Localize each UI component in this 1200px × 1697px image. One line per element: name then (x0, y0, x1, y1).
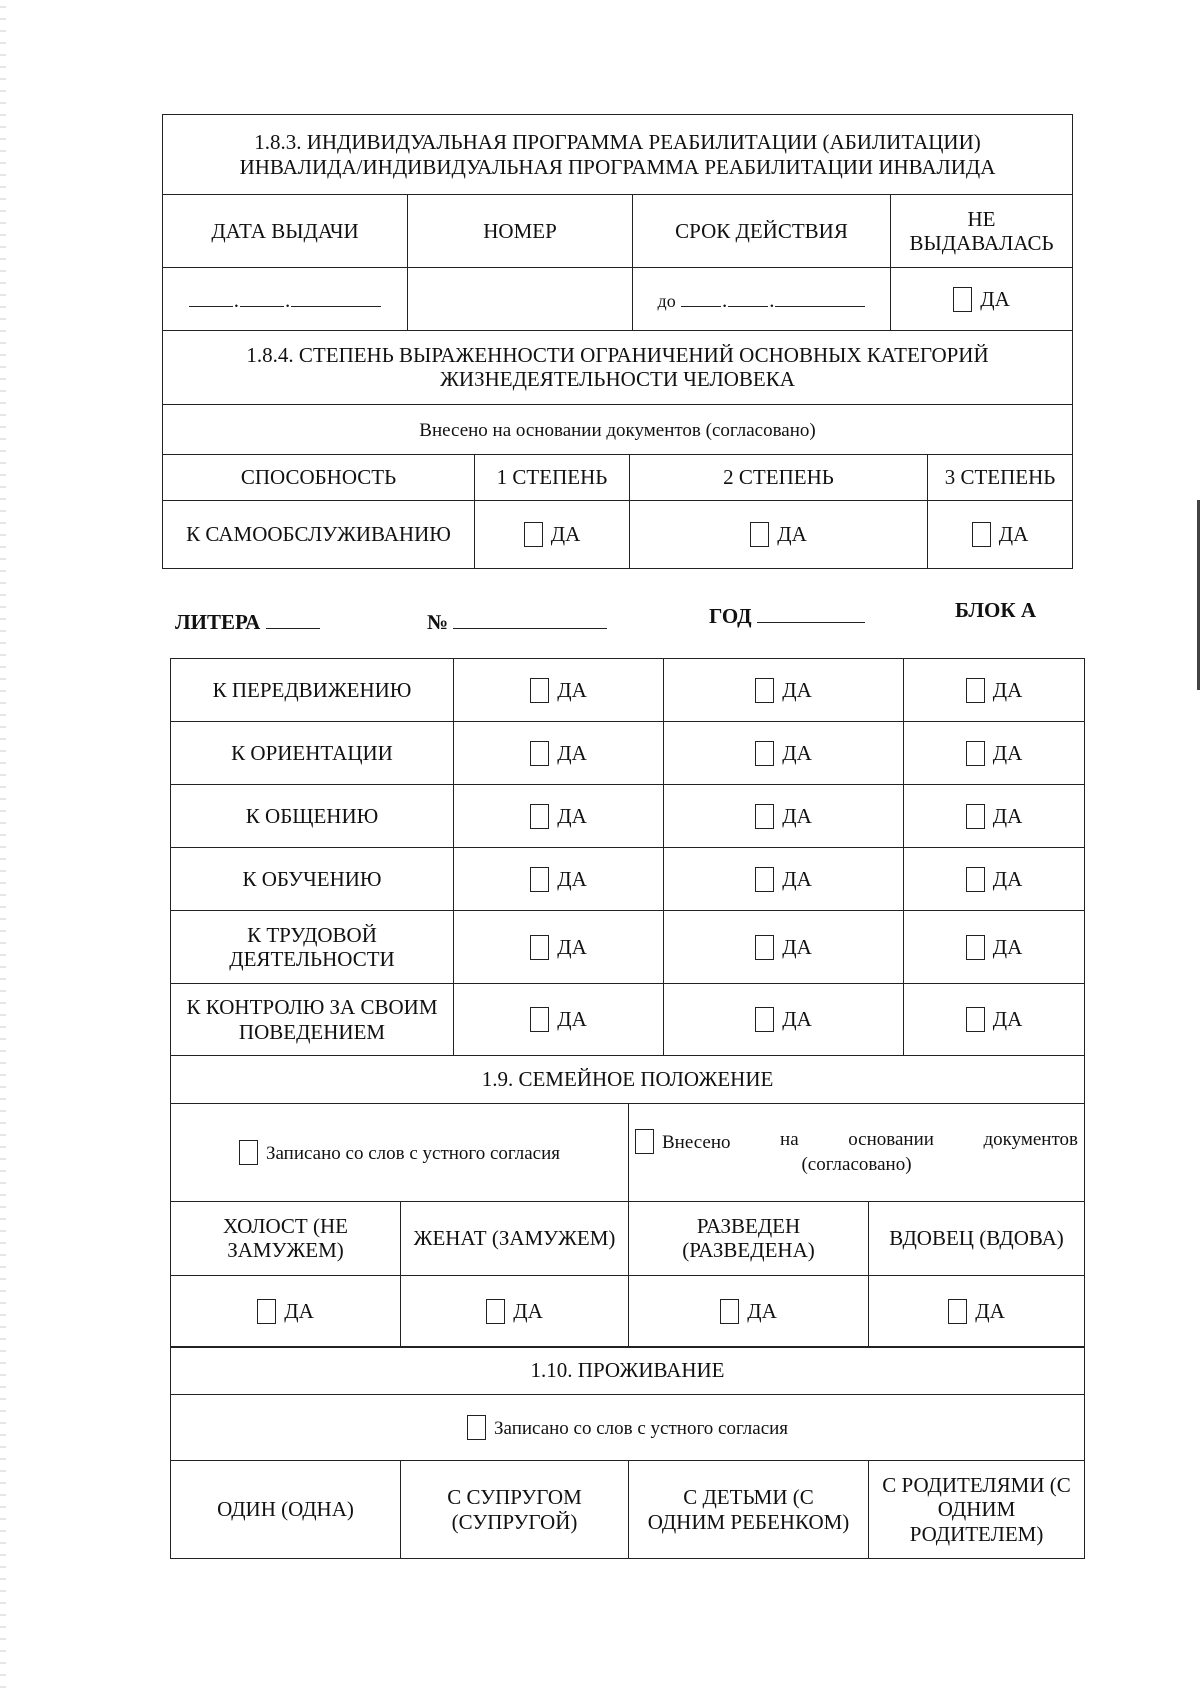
section-1-8-3 (162, 114, 1072, 569)
header-alone: ОДИН (ОДНА) (171, 1461, 401, 1559)
checkbox[interactable] (755, 1007, 774, 1032)
entered-by-documents-note: Внесено на основании документов (согласовано) (419, 419, 816, 441)
degree-2-cell[interactable]: ДА (664, 984, 904, 1056)
checkbox[interactable] (966, 804, 985, 829)
oral-consent-option[interactable]: Записано со слов с устного согласия (171, 1103, 629, 1201)
section-title: 1.10. ПРОЖИВАНИЕ (171, 1347, 1085, 1395)
row-label: К ТРУДОВОЙ ДЕЯТЕЛЬНОСТИ (171, 911, 454, 984)
checkbox[interactable] (239, 1140, 258, 1165)
header-with-parents: С РОДИТЕЛЯМИ (С ОДНИМ РОДИТЕЛЕМ) (869, 1461, 1085, 1559)
widowed-cell[interactable]: ДА (869, 1275, 1085, 1347)
document-info-line (175, 598, 1075, 644)
checkbox[interactable] (524, 522, 543, 547)
checkbox[interactable] (966, 867, 985, 892)
degree-1-cell[interactable]: ДА (454, 848, 664, 911)
title-line-2: ИНВАЛИДА/ИНДИВИДУАЛЬНАЯ ПРОГРАММА РЕАБИЛИТАЦИИ ИНВАЛИДА (239, 154, 996, 179)
issue-date-field[interactable]: . . (163, 268, 408, 331)
degree-1-cell[interactable]: ДА (454, 785, 664, 848)
title-line-2: ЖИЗНЕДЕЯТЕЛЬНОСТИ ЧЕЛОВЕКА (440, 367, 795, 391)
not-issued-yes[interactable]: ДА (891, 268, 1073, 331)
degree-2-cell[interactable]: ДА (630, 500, 928, 568)
degree-3-cell[interactable]: ДА (904, 984, 1085, 1056)
degree-2-cell[interactable]: ДА (664, 848, 904, 911)
litera-label: ЛИТЕРА (175, 610, 320, 635)
degree-1-cell[interactable]: ДА (454, 722, 664, 785)
rehab-program-table (162, 114, 1073, 331)
header-issue-date: ДАТА ВЫДАЧИ (163, 195, 408, 268)
header-married: ЖЕНАТ (ЗАМУЖЕМ) (401, 1201, 629, 1275)
header-with-children: С ДЕТЬМИ (С ОДНИМ РЕБЕНКОМ) (629, 1461, 869, 1559)
header-validity: СРОК ДЕЙСТВИЯ (633, 195, 891, 268)
checkbox[interactable] (530, 935, 549, 960)
header-degree-1: 1 СТЕПЕНЬ (475, 454, 630, 500)
degree-2-cell[interactable]: ДА (664, 911, 904, 984)
header-single: ХОЛОСТ (НЕ ЗАМУЖЕМ) (171, 1201, 401, 1275)
header-divorced: РАЗВЕДЕН (РАЗВЕДЕНА) (629, 1201, 869, 1275)
row-label: К ОБЩЕНИЮ (171, 785, 454, 848)
table-row (171, 659, 1085, 722)
checkbox[interactable] (635, 1129, 654, 1154)
checkbox[interactable] (972, 522, 991, 547)
row-label: К ОРИЕНТАЦИИ (171, 722, 454, 785)
header-with-spouse: С СУПРУГОМ (СУПРУГОЙ) (401, 1461, 629, 1559)
title-line-1: 1.8.3. ИНДИВИДУАЛЬНАЯ ПРОГРАММА РЕАБИЛИТАЦИИ (АБИЛИТАЦИИ) (254, 130, 981, 155)
header-number: НОМЕР (408, 195, 633, 268)
header-degree-2: 2 СТЕПЕНЬ (630, 454, 928, 500)
header-not-issued: НЕ ВЫДАВАЛАСЬ (891, 195, 1073, 268)
degree-3-cell[interactable]: ДА (904, 848, 1085, 911)
degree-1-cell[interactable]: ДА (454, 911, 664, 984)
row-label: К ПЕРЕДВИЖЕНИЮ (171, 659, 454, 722)
section-1-9-table (170, 1055, 1085, 1348)
degree-3-cell[interactable]: ДА (904, 722, 1085, 785)
scan-artifact (0, 0, 6, 1697)
degree-1-cell[interactable]: ДА (454, 984, 664, 1056)
checkbox[interactable] (755, 804, 774, 829)
section-title: 1.9. СЕМЕЙНОЕ ПОЛОЖЕНИЕ (171, 1055, 1085, 1103)
degree-3-cell[interactable]: ДА (904, 911, 1085, 984)
block-label: БЛОК А (955, 598, 1036, 622)
limitations-table-bottom (170, 658, 1085, 1056)
row-label: К КОНТРОЛЮ ЗА СВОИМ ПОВЕДЕНИЕМ (171, 984, 454, 1056)
table-row (171, 911, 1085, 984)
checkbox[interactable] (720, 1299, 739, 1324)
header-ability: СПОСОБНОСТЬ (163, 454, 475, 500)
degree-1-cell[interactable]: ДА (475, 500, 630, 568)
table-row (171, 848, 1085, 911)
checkbox[interactable] (755, 867, 774, 892)
section-1-10-table (170, 1346, 1085, 1559)
checkbox[interactable] (530, 804, 549, 829)
checkbox[interactable] (966, 1007, 985, 1032)
section-1-8-4-continued (170, 658, 1084, 1559)
number-label: № (427, 610, 607, 635)
table-row (171, 722, 1085, 785)
table-row (163, 500, 1073, 568)
checkbox[interactable] (257, 1299, 276, 1324)
checkbox[interactable] (755, 935, 774, 960)
checkbox[interactable] (966, 741, 985, 766)
checkbox[interactable] (750, 522, 769, 547)
limitations-table-top (162, 330, 1073, 569)
degree-3-cell[interactable]: ДА (904, 785, 1085, 848)
degree-2-cell[interactable]: ДА (664, 722, 904, 785)
degree-3-cell[interactable]: ДА (904, 659, 1085, 722)
number-field[interactable] (408, 268, 633, 331)
checkbox[interactable] (966, 935, 985, 960)
married-cell[interactable]: ДА (401, 1275, 629, 1347)
degree-2-cell[interactable]: ДА (664, 785, 904, 848)
checkbox[interactable] (755, 678, 774, 703)
validity-field[interactable]: до . . (633, 268, 891, 331)
table-row (171, 984, 1085, 1056)
checkbox[interactable] (966, 678, 985, 703)
row-label: К САМООБСЛУЖИВАНИЮ (163, 500, 475, 568)
header-degree-3: 3 СТЕПЕНЬ (928, 454, 1073, 500)
degree-1-cell[interactable]: ДА (454, 659, 664, 722)
divorced-cell[interactable]: ДА (629, 1275, 869, 1347)
checkbox[interactable] (755, 741, 774, 766)
degree-3-cell[interactable]: ДА (928, 500, 1073, 568)
section-title (163, 330, 1073, 404)
year-label: ГОД (709, 604, 865, 629)
documents-option[interactable]: Внесено на основании документов (согласовано) (629, 1103, 1085, 1201)
single-cell[interactable]: ДА (171, 1275, 401, 1347)
checkbox[interactable] (530, 867, 549, 892)
title-line-1: 1.8.4. СТЕПЕНЬ ВЫРАЖЕННОСТИ ОГРАНИЧЕНИЙ ОСНОВНЫХ КАТЕГОРИЙ (246, 342, 989, 367)
checkbox[interactable] (467, 1415, 486, 1440)
checkbox[interactable] (530, 678, 549, 703)
section-title (163, 115, 1073, 195)
table-row (171, 1275, 1085, 1347)
checkbox[interactable] (486, 1299, 505, 1324)
checkbox[interactable] (530, 1007, 549, 1032)
table-row (171, 785, 1085, 848)
checkbox[interactable] (530, 741, 549, 766)
checkbox[interactable] (948, 1299, 967, 1324)
degree-2-cell[interactable]: ДА (664, 659, 904, 722)
oral-consent-option[interactable]: Записано со слов с устного согласия (171, 1395, 1085, 1461)
header-widowed: ВДОВЕЦ (ВДОВА) (869, 1201, 1085, 1275)
row-label: К ОБУЧЕНИЮ (171, 848, 454, 911)
checkbox[interactable] (953, 287, 972, 312)
